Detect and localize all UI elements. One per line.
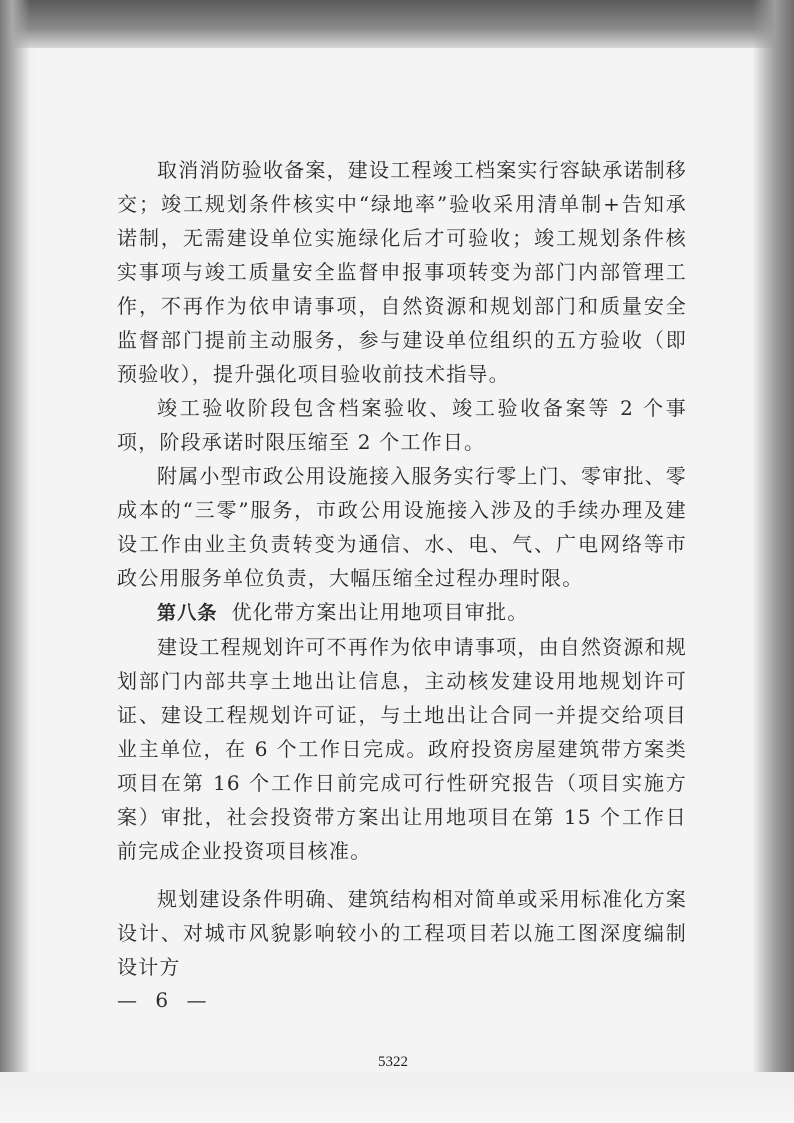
scan-bottom-band	[0, 1072, 794, 1123]
scan-left-shadow	[0, 0, 30, 1123]
paragraph: 取消消防验收备案，建设工程竣工档案实行容缺承诺制移交；竣工规划条件核实中“绿地率”验收采用清单制+告知承诺制，无需建设单位实施绿化后才可验收；竣工规划条件核实事项与竣工质量安全监督申报事项转变为部门内部管理工作，不再作为依申请事项，自然资源和规划部门和质量安全监督部门提前主动服务，参与建设单位组织的五方验收（即预验收），提升强化项目验收前技术指导。	[117, 158, 687, 386]
scan-right-shadow	[752, 0, 794, 1123]
stamp-number: 5322	[378, 1054, 408, 1070]
document-body	[117, 153, 687, 984]
paragraph: 建设工程规划许可不再作为依申请事项，由自然资源和规划部门内部共享土地出让信息，主动核发建设用地规划许可证、建设工程规划许可证，与土地出让合同一并提交给项目业主单位，在 6 个工作日完成。政府投资房屋建筑带方案类项目在第 16 个工作日前完成可行性研究报告（项目实施方案）审批，社会投资带方案出让用地项目在第 15 个工作日前完成企业投资项目核准。	[117, 635, 687, 863]
scan-top-shadow	[0, 0, 794, 48]
article-heading	[117, 595, 687, 630]
article-label: 第八条	[157, 602, 218, 624]
paragraph: 规划建设条件明确、建筑结构相对简单或采用标准化方案设计、对城市风貌影响较小的工程项目若以施工图深度编制设计方	[117, 887, 687, 979]
article-title: 优化带方案出让用地项目审批。	[231, 600, 529, 624]
paragraph: 附属小型市政公用设施接入服务实行零上门、零审批、零成本的“三零”服务，市政公用设施接入涉及的手续办理及建设工作由业主负责转变为通信、水、电、气、广电网络等市政公用服务单位负责，大幅压缩全过程办理时限。	[117, 464, 687, 590]
paragraph-gap	[117, 868, 687, 882]
page-number: — 6 —	[117, 988, 213, 1012]
paragraph: 竣工验收阶段包含档案验收、竣工验收备案等 2 个事项，阶段承诺时限压缩至 2 个工作日。	[117, 396, 687, 454]
